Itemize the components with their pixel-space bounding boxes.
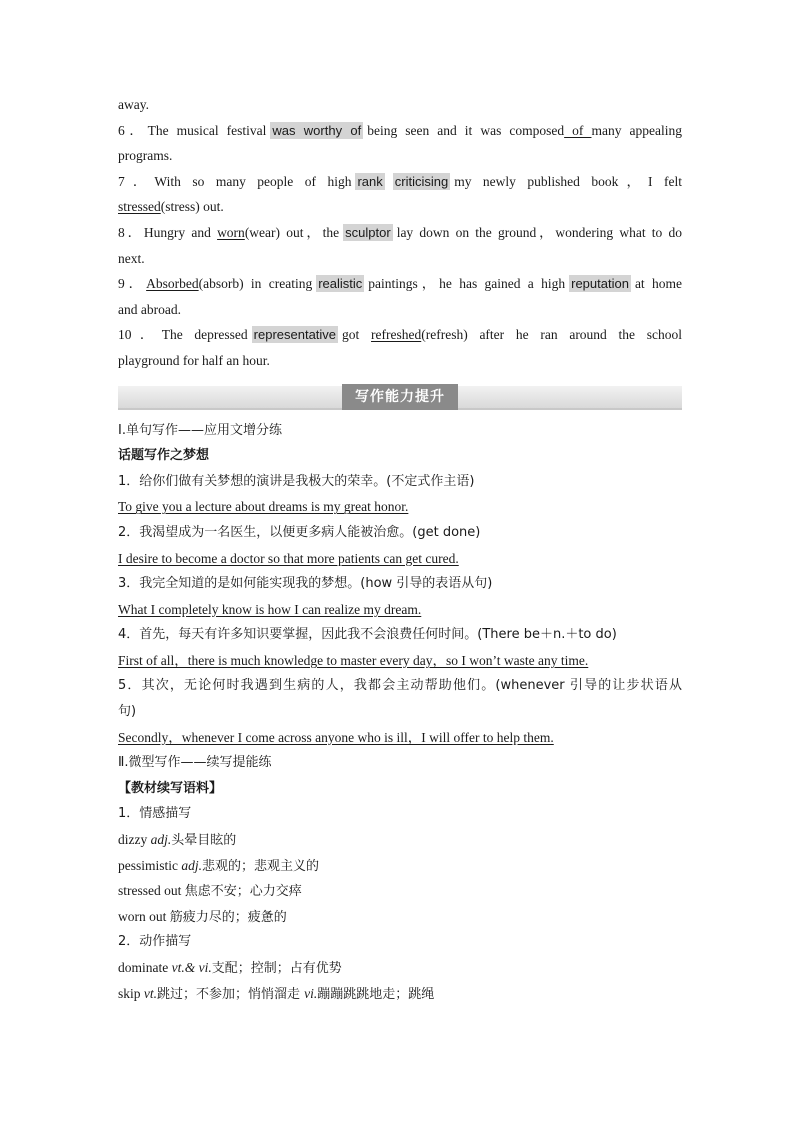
highlighted-answer: rank — [357, 173, 383, 189]
vocab-entry — [118, 853, 682, 879]
vocab-meaning: 筋疲力尽的；疲惫的 — [169, 909, 287, 925]
vocab-meaning: 蹦蹦跳跳地走；跳绳 — [317, 986, 435, 1002]
vocab-entry — [118, 904, 682, 930]
corpus-list — [118, 801, 682, 1006]
banner-title: 写作能力提升 — [342, 384, 458, 410]
text-run: 7．With so many people of high — [118, 173, 352, 189]
part-of-speech: adj. — [181, 857, 203, 873]
underlined-answer: of — [564, 122, 592, 138]
text-run: being seen and it was composed — [367, 122, 565, 138]
exercise-line — [118, 169, 682, 195]
vocab-meaning: 焦虑不安；心力交瘁 — [184, 884, 302, 900]
text-run: (stress) out. — [160, 199, 224, 215]
text-run: lay down on the ground，wondering what to do — [396, 224, 682, 240]
vocab-entry — [118, 878, 682, 904]
text-run: programs. — [118, 148, 173, 164]
highlighted-answer: was worthy of — [272, 122, 362, 138]
underlined-answer: Absorbed — [146, 276, 199, 292]
underlined-answer: refreshed — [371, 327, 422, 343]
text-run: 9． — [118, 276, 147, 292]
question-line: 3．我完全知道的是如何能实现我的梦想。(how 引导的表语从句) — [118, 576, 493, 592]
question-line: 4．首先，每天有许多知识要掌握，因此我不会浪费任何时间。(There be＋n.＋to do) — [118, 627, 617, 643]
corpus-category: 1．情感描写 — [118, 806, 192, 822]
part-of-speech: vt.& vi. — [171, 960, 212, 975]
document-page — [118, 92, 682, 1006]
highlighted-answer: sculptor — [345, 224, 391, 240]
part-of-speech: vt. — [143, 985, 158, 1001]
part2-heading: Ⅱ.微型写作——续写提能练 — [118, 755, 272, 771]
answer-line: Secondly，whenever I come across anyone who is ill，I will offer to help them. — [118, 729, 554, 745]
text-run: next. — [118, 250, 145, 266]
question-line: 5．其次，无论何时我遇到生病的人，我都会主动帮助他们。(whenever 引导的让步状语从 — [118, 678, 682, 694]
text-run: (wear) out，the — [244, 224, 340, 240]
vocab-word: worn out — [118, 908, 170, 924]
vocab-word: stressed out — [118, 883, 185, 899]
underlined-answer: stressed — [118, 199, 161, 215]
vocab-word: dominate — [118, 960, 172, 975]
vocab-meaning: 支配；控制；占有优势 — [211, 961, 342, 976]
topic-heading: 话题写作之梦想 — [118, 448, 210, 464]
vocab-entry — [118, 827, 682, 853]
vocab-word: pessimistic — [118, 857, 182, 873]
part-of-speech: vi. — [304, 985, 318, 1001]
part-of-speech: adj. — [150, 832, 172, 848]
text-run: playground for half an hour. — [118, 352, 270, 368]
vocab-meaning: 跳过；不参加；悄悄溜走 — [157, 986, 305, 1002]
vocab-meaning: 悲观的；悲观主义的 — [202, 858, 320, 874]
underlined-answer: worn — [217, 224, 245, 240]
corpus-category: 2．动作描写 — [118, 934, 192, 950]
question-line: 1．给你们做有关梦想的演讲是我极大的荣幸。(不定式作主语) — [118, 473, 475, 489]
vocab-entry — [118, 955, 682, 981]
text-run: my newly published book，I felt — [454, 173, 682, 189]
exercise-line — [118, 322, 682, 348]
text-run: many appealing — [591, 122, 682, 138]
vocab-word: skip — [118, 985, 144, 1001]
exercise-line — [118, 118, 682, 144]
highlighted-answer: reputation — [571, 276, 629, 292]
text-run: got — [342, 327, 372, 343]
exercise-line — [118, 271, 682, 297]
exercise-line — [118, 143, 682, 169]
sentence-writing-items — [118, 469, 682, 751]
answer-line: First of all，there is much knowledge to master every day，so I won’t waste any time. — [118, 652, 589, 668]
highlighted-answer: criticising — [394, 173, 449, 189]
exercise-line — [118, 194, 682, 220]
section-banner — [118, 384, 682, 410]
fill-in-exercise — [118, 92, 682, 374]
exercise-line — [118, 246, 682, 272]
text-run: paintings，he has gained a high — [368, 276, 566, 292]
text-run: 8．Hungry and — [118, 224, 218, 240]
vocab-meaning: 头晕目眩的 — [171, 833, 237, 849]
highlighted-answer: realistic — [318, 276, 363, 292]
part1-heading: Ⅰ.单句写作——应用文增分练 — [118, 422, 282, 438]
text-run: (absorb) in creating — [198, 276, 313, 292]
text-run: away. — [118, 97, 149, 112]
text-run: 10．The depressed — [118, 327, 248, 343]
answer-line: I desire to become a doctor so that more patients can get cured. — [118, 550, 459, 566]
vocab-entry — [118, 981, 682, 1007]
answer-line: To give you a lecture about dreams is my great honor. — [118, 499, 409, 515]
exercise-line — [118, 348, 682, 374]
question-line: 2．我渴望成为一名医生，以便更多病人能被治愈。(get done) — [118, 524, 481, 540]
exercise-line — [118, 297, 682, 323]
text-run: and abroad. — [118, 301, 181, 317]
question-line-continued: 句) — [118, 704, 137, 720]
vocab-word: dizzy — [118, 832, 151, 848]
text-run: (refresh) after he ran around the school — [421, 327, 682, 343]
exercise-line — [118, 92, 682, 118]
answer-line: What I completely know is how I can realize my dream. — [118, 601, 422, 617]
text-run: 6．The musical festival — [118, 122, 267, 138]
text-run: at home — [634, 276, 682, 292]
highlighted-answer: representative — [253, 327, 337, 343]
corpus-label: 【教材续写语料】 — [118, 780, 223, 796]
exercise-line — [118, 220, 682, 246]
